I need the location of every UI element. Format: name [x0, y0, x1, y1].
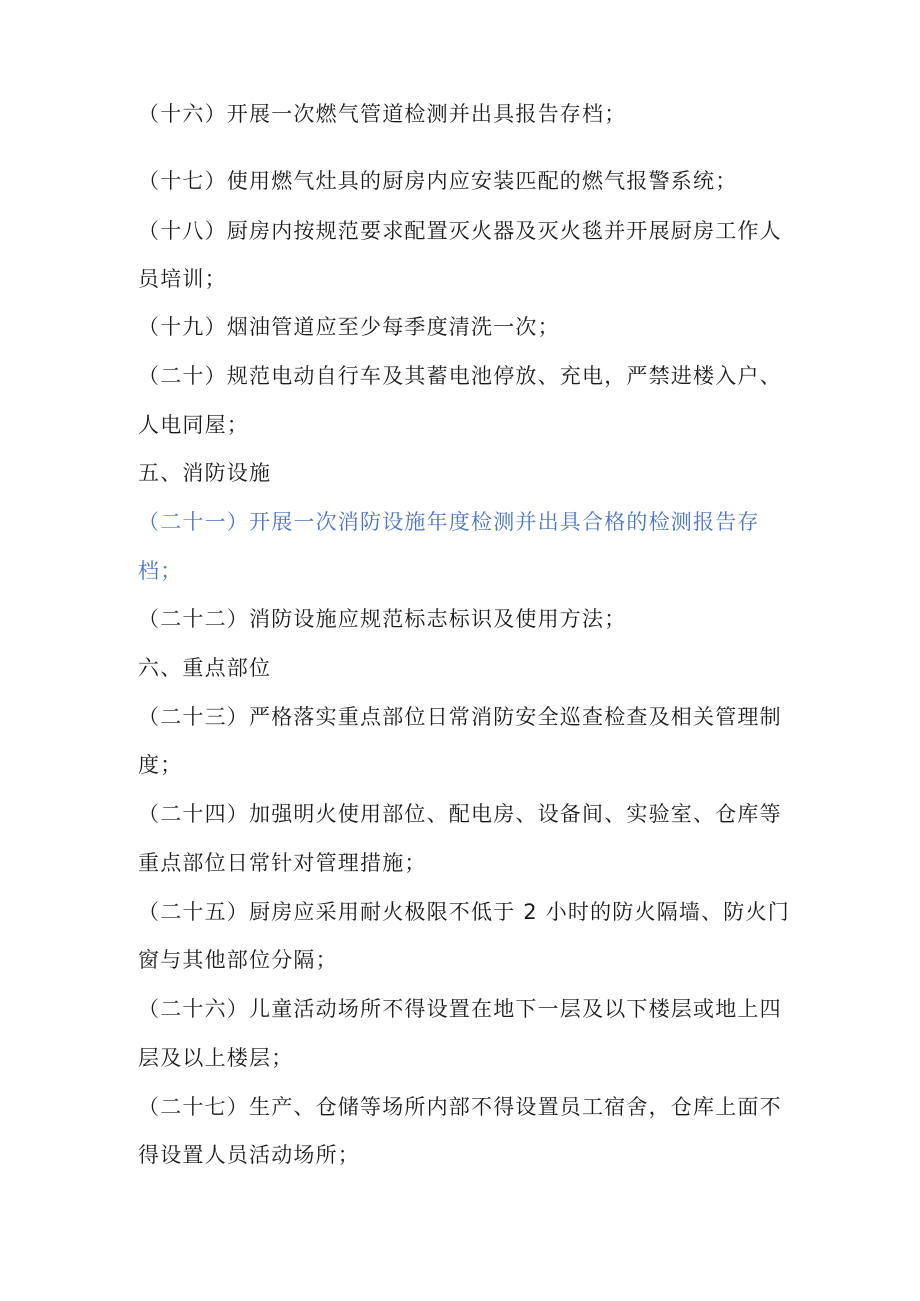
- item-26-line-1: （二十六）儿童活动场所不得设置在地下一层及以下楼层或地上四: [138, 997, 782, 1021]
- item-18-line-2: 员培训；: [138, 267, 227, 291]
- item-21-line-2: 档；: [138, 559, 183, 583]
- item-23-line-2: 度；: [138, 753, 183, 777]
- item-24-line-2: 重点部位日常针对管理措施；: [138, 851, 427, 875]
- item-22: （二十二）消防设施应规范标志标识及使用方法；: [138, 607, 627, 631]
- item-25-line-2: 窗与其他部位分隔；: [138, 948, 338, 972]
- item-19: （十九）烟油管道应至少每季度清洗一次；: [138, 315, 560, 339]
- item-20-line-2: 人电同屋；: [138, 413, 249, 437]
- item-17: （十七）使用燃气灶具的厨房内应安装匹配的燃气报警系统；: [138, 169, 738, 193]
- item-25-line-1: （二十五）厨房应采用耐火极限不低于 2 小时的防火隔墙、防火门: [138, 900, 790, 924]
- item-23-line-1: （二十三）严格落实重点部位日常消防安全巡查检查及相关管理制: [138, 705, 782, 729]
- item-27-line-2: 得设置人员活动场所；: [138, 1143, 360, 1167]
- item-26-line-2: 层及以上楼层；: [138, 1046, 294, 1070]
- item-21-line-1: （二十一）开展一次消防设施年度检测并出具合格的检测报告存: [138, 510, 760, 534]
- item-16: （十六）开展一次燃气管道检测并出具报告存档；: [138, 102, 627, 126]
- section-heading-6: 六、重点部位: [138, 656, 272, 680]
- item-20-line-1: （二十）规范电动自行车及其蓄电池停放、充电，严禁进楼入户、: [138, 364, 782, 388]
- section-heading-5: 五、消防设施: [138, 461, 272, 485]
- item-18-line-1: （十八）厨房内按规范要求配置灭火器及灭火毯并开展厨房工作人: [138, 219, 782, 243]
- item-24-line-1: （二十四）加强明火使用部位、配电房、设备间、实验室、仓库等: [138, 802, 782, 826]
- item-27-line-1: （二十七）生产、仓储等场所内部不得设置员工宿舍，仓库上面不: [138, 1095, 782, 1119]
